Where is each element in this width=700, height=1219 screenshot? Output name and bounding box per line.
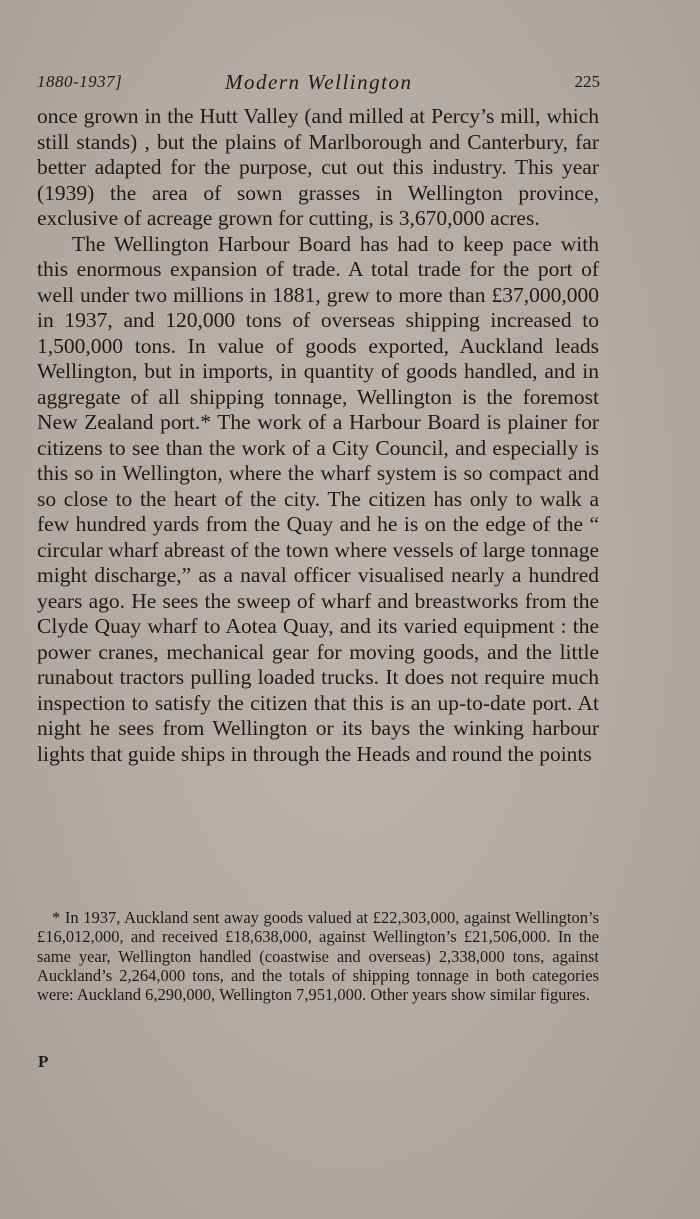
- running-header: [37, 70, 600, 100]
- paragraph-1: once grown in the Hutt Valley (and milled at Percy’s mill, which still stands) , but the plains of Marlborough and Canterbury, far better adapted for the purpose, cut out this industry. This year (1939) the area of sown grasses in Wellington province, exclusive of acreage grown for cutting, is 3,670,000 acres.: [37, 104, 599, 230]
- footnote: [37, 908, 599, 1004]
- footnote-text: * In 1937, Auckland sent away goods valued at £22,303,000, against Wellington’s £16,012,000, and received £18,638,000, against Wellington’s £21,506,000. In the same year, Wellington handled (coastwise and overseas) 2,338,000 tons, against Auckland’s 2,264,000 tons, and the totals of shipping tonnage in both categories were: Auckland 6,290,000, Wellington 7,951,000. Other years show similar figures.: [37, 908, 599, 1005]
- signature-mark: P: [38, 1052, 49, 1071]
- header-date-range: 1880-1937]: [37, 72, 123, 91]
- header-title: Modern Wellington: [225, 70, 413, 94]
- paragraph-2: The Wellington Harbour Board has had to keep pace with this enormous expansion of trade. A total trade for the port of well under two millions in 1881, grew to more than £37,000,000 in 1937, and 120,000 tons of overseas shipping increased to 1,500,000 tons. In value of goods exported, Auckland leads Wellington, but in imports, in quantity of goods handled, and in aggregate of all shipping tonnage, Wellington is the foremost New Zealand port.* The work of a Harbour Board is plainer for citizens to see than the work of a City Council, and especially is this so in Wellington, where the wharf system is so compact and so close to the heart of the city. The citizen has only to walk a few hundred yards from the Quay and he is on the edge of the “ circular wharf abreast of the town where vessels of large tonnage might discharge,” as a naval officer visualised nearly a hundred years ago. He sees the sweep of wharf and breastworks from the Clyde Quay wharf to Aotea Quay, and its varied equipment : the power cranes, mechanical gear for moving goods, and the little runabout tractors pulling loaded trucks. It does not require much inspection to satisfy the citizen that this is an up-to-date port. At night he sees from Wellington or its bays the winking harbour lights that guide ships in through the Heads and round the points: [37, 231, 599, 766]
- body-text: [37, 104, 599, 767]
- page-number: 225: [574, 72, 600, 91]
